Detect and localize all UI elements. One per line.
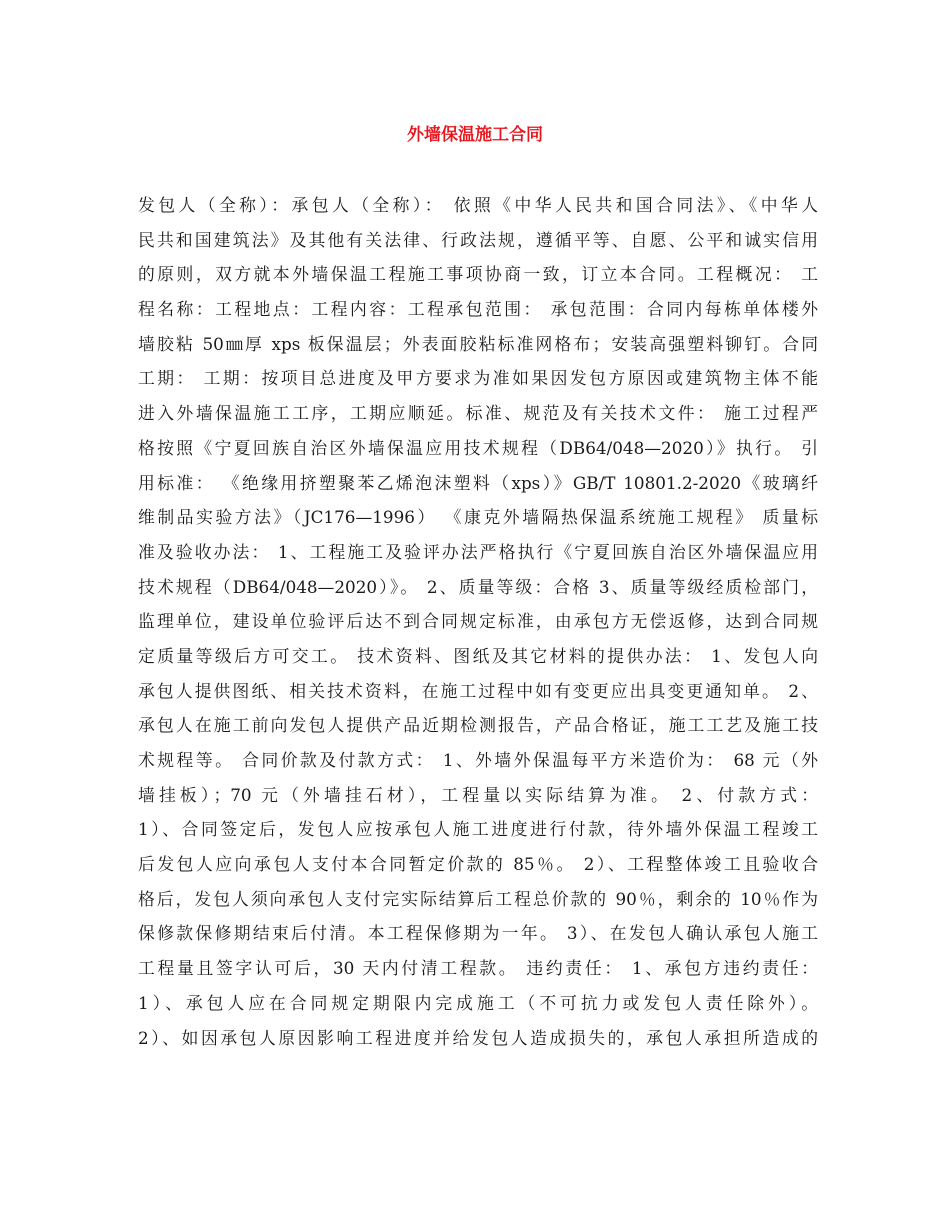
paragraph-line: 用标准： 《绝缘用挤塑聚苯乙烯泡沫塑料（xps）》GB/T 10801.2-2020《玻璃纤 xyxy=(138,472,818,493)
paragraph-line: 墙胶粘 50㎜厚 xps 板保温层；外表面胶粘标准网格布；安装高强塑料铆钉。合同 xyxy=(138,333,818,354)
paragraph-line: 1）、承包人应在合同规定期限内完成施工（不可抗力或发包人责任除外）。 xyxy=(138,992,818,1013)
paragraph-line: 监理单位，建设单位验评后达不到合同规定标准，由承包方无偿返修，达到合同规 xyxy=(138,611,818,632)
paragraph-line: 术规程等。 合同价款及付款方式： 1、外墙外保温每平方米造价为： 68 元（外 xyxy=(138,750,818,770)
paragraph-line: 的原则，双方就本外墙保温工程施工事项协商一致，订立本合同。工程概况： 工 xyxy=(138,264,818,285)
paragraph-line: 格按照《宁夏回族自治区外墙保温应用技术规程（DB64/048—2020）》执行。 引 xyxy=(138,437,818,458)
paragraph-line: 承包人在施工前向发包人提供产品近期检测报告，产品合格证，施工工艺及施工技 xyxy=(138,715,818,736)
paragraph-line: 维制品实验方法》（JC176—1996） 《康克外墙隔热保温系统施工规程》 质量标 xyxy=(138,507,818,528)
paragraph-line: 墙挂板）；70 元（外墙挂石材），工程量以实际结算为准。 2、付款方式： xyxy=(138,784,818,805)
paragraph-line: 后发包人应向承包人支付本合同暂定价款的 85％。 2）、工程整体竣工且验收合 xyxy=(138,854,818,875)
paragraph-line: 发包人（全称）：承包人（全称）： 依照《中华人民共和国合同法》、《中华人 xyxy=(138,195,818,215)
paragraph-line: 进入外墙保温施工工序，工期应顺延。标准、规范及有关技术文件： 施工过程严 xyxy=(138,403,818,424)
paragraph-line: 工期： 工期：按项目总进度及甲方要求为准如果因发包方原因或建筑物主体不能 xyxy=(138,368,818,389)
paragraph-line: 技术规程（DB64/048—2020）》。 2、质量等级：合格 3、质量等级经质检部门， xyxy=(138,576,818,597)
paragraph-line: 程名称：工程地点：工程内容：工程承包范围： 承包范围：合同内每栋单体楼外 xyxy=(138,299,818,320)
paragraph-line: 2）、如因承包人原因影响工程进度并给发包人造成损失的，承包人承担所造成的 xyxy=(138,1027,818,1048)
paragraph-line: 工程量且签字认可后，30 天内付清工程款。 违约责任： 1、承包方违约责任： xyxy=(138,958,818,979)
paragraph-line: 定质量等级后方可交工。 技术资料、图纸及其它材料的提供办法： 1、发包人向 xyxy=(138,645,818,666)
paragraph-line: 1）、合同签定后，发包人应按承包人施工进度进行付款，待外墙外保温工程竣工 xyxy=(138,819,818,840)
document-body xyxy=(138,188,818,1055)
document-title: 外墙保温施工合同 xyxy=(407,125,543,145)
paragraph-line: 保修款保修期结束后付清。本工程保修期为一年。 3）、在发包人确认承包人施工 xyxy=(138,923,818,944)
paragraph-line: 承包人提供图纸、相关技术资料，在施工过程中如有变更应出具变更通知单。 2、 xyxy=(138,680,818,701)
paragraph-line: 民共和国建筑法》及其他有关法律、行政法规，遵循平等、自愿、公平和诚实信用 xyxy=(138,229,818,250)
paragraph-line: 准及验收办法： 1、工程施工及验评办法严格执行《宁夏回族自治区外墙保温应用 xyxy=(138,541,818,562)
paragraph-line: 格后，发包人须向承包人支付完实际结算后工程总价款的 90％，剩余的 10％作为 xyxy=(138,888,818,909)
